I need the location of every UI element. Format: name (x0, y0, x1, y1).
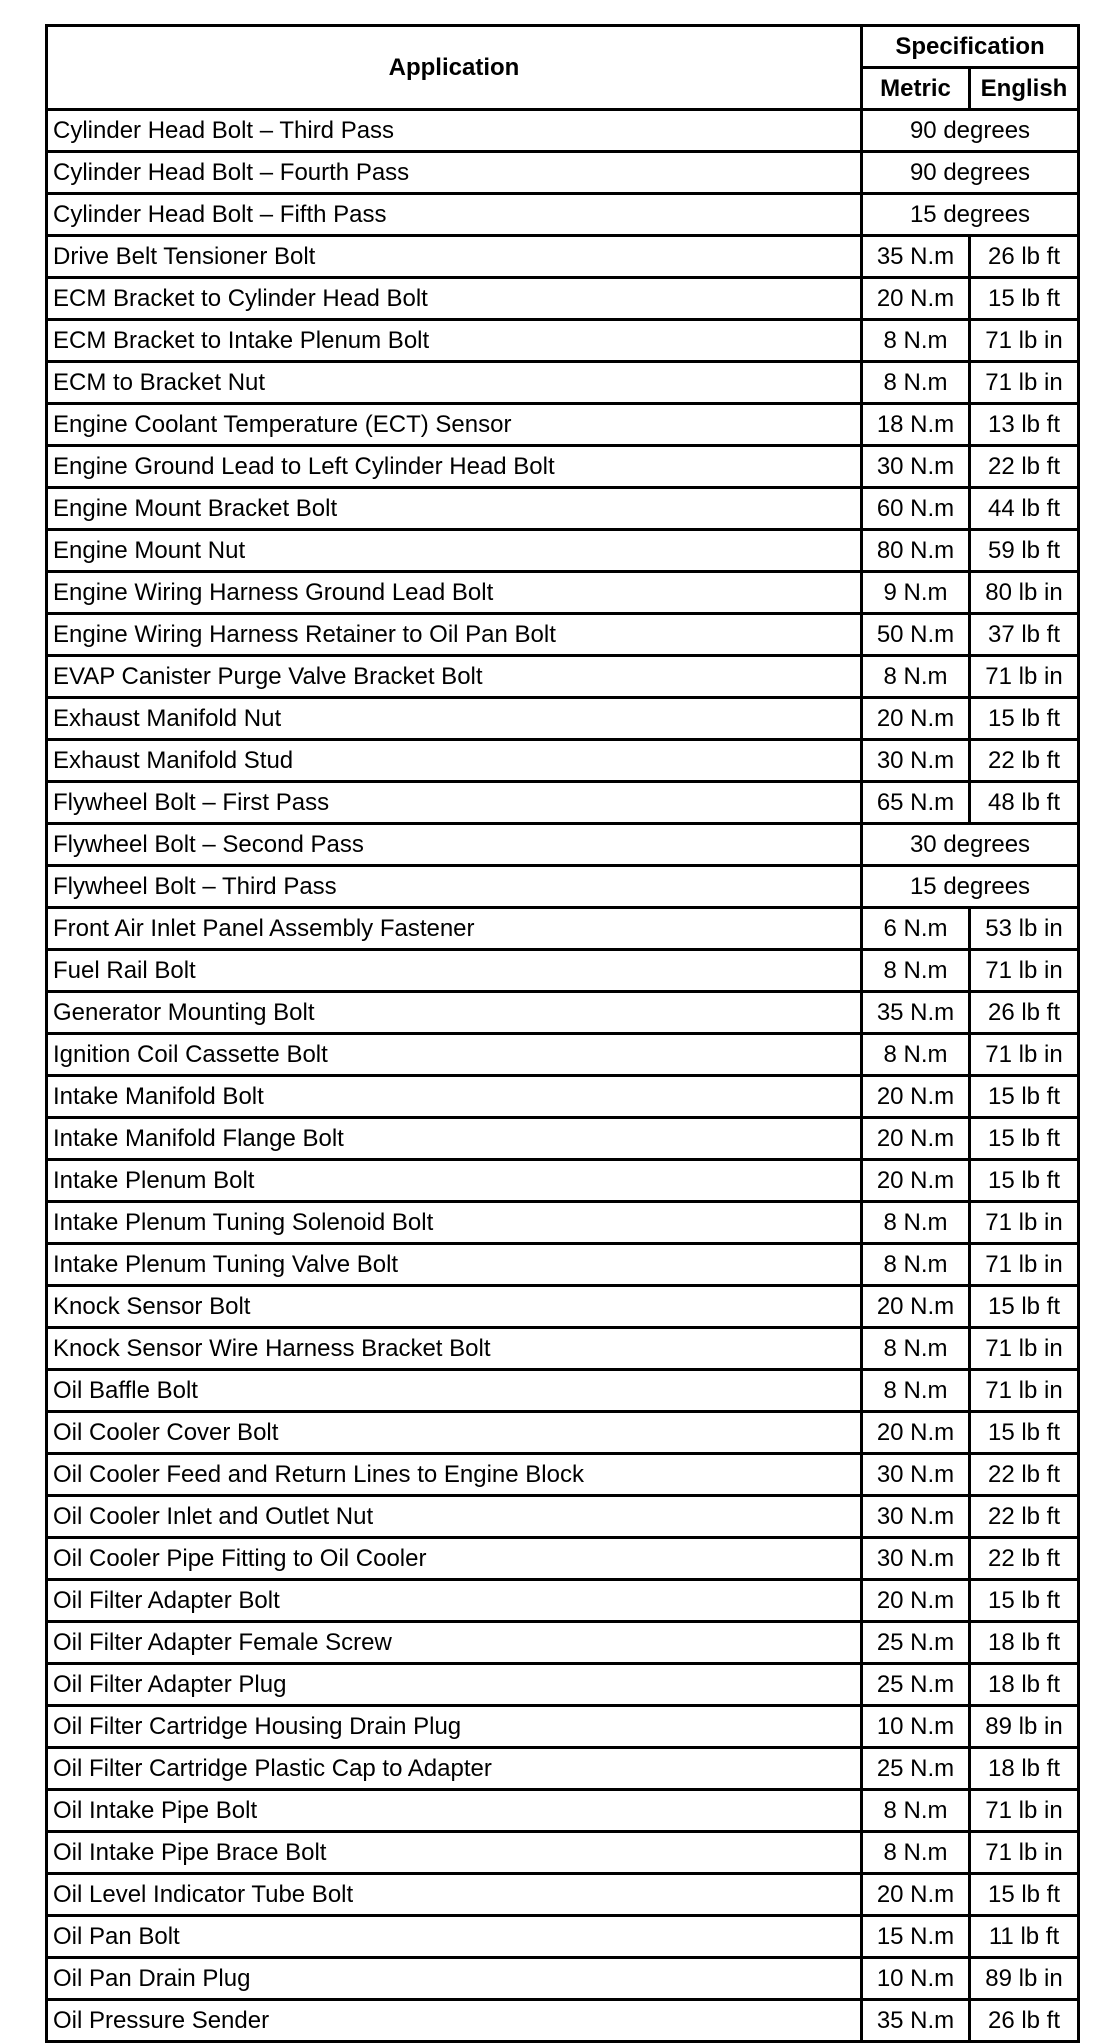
table-row (47, 1706, 1079, 1748)
metric-cell: 20 N.m (862, 1286, 970, 1328)
table-row (47, 1538, 1079, 1580)
english-cell: 71 lb in (970, 1790, 1079, 1832)
metric-cell: 6 N.m (862, 908, 970, 950)
table-row (47, 530, 1079, 572)
english-cell: 48 lb ft (970, 782, 1079, 824)
metric-cell: 8 N.m (862, 320, 970, 362)
column-header-specification: Specification (862, 26, 1079, 68)
metric-cell: 8 N.m (862, 1244, 970, 1286)
english-cell: 15 lb ft (970, 698, 1079, 740)
english-cell: 15 lb ft (970, 278, 1079, 320)
metric-cell: 20 N.m (862, 1118, 970, 1160)
application-cell: Engine Wiring Harness Ground Lead Bolt (47, 572, 862, 614)
metric-cell: 35 N.m (862, 236, 970, 278)
english-cell: 71 lb in (970, 362, 1079, 404)
table-row (47, 656, 1079, 698)
metric-cell: 20 N.m (862, 1412, 970, 1454)
table-row (47, 824, 1079, 866)
application-cell: Drive Belt Tensioner Bolt (47, 236, 862, 278)
english-cell: 71 lb in (970, 656, 1079, 698)
column-header-application: Application (47, 26, 862, 110)
table-row (47, 1244, 1079, 1286)
metric-cell: 9 N.m (862, 572, 970, 614)
table-row (47, 572, 1079, 614)
metric-cell: 20 N.m (862, 1076, 970, 1118)
metric-cell: 8 N.m (862, 1370, 970, 1412)
english-cell: 71 lb in (970, 1328, 1079, 1370)
table-row (47, 488, 1079, 530)
english-cell: 15 lb ft (970, 1160, 1079, 1202)
english-cell: 71 lb in (970, 1832, 1079, 1874)
application-cell: Engine Wiring Harness Retainer to Oil Pan Bolt (47, 614, 862, 656)
application-cell: Oil Pressure Sender (47, 2000, 862, 2042)
metric-cell: 18 N.m (862, 404, 970, 446)
table-header (47, 26, 1079, 110)
metric-cell: 8 N.m (862, 1790, 970, 1832)
english-cell: 89 lb in (970, 1958, 1079, 2000)
column-header-english: English (970, 68, 1079, 110)
application-cell: Oil Baffle Bolt (47, 1370, 862, 1412)
english-cell: 26 lb ft (970, 2000, 1079, 2042)
table-body (47, 110, 1079, 2042)
metric-cell: 35 N.m (862, 992, 970, 1034)
application-cell: Intake Plenum Tuning Solenoid Bolt (47, 1202, 862, 1244)
english-cell: 71 lb in (970, 1034, 1079, 1076)
english-cell: 71 lb in (970, 1202, 1079, 1244)
table-row (47, 1496, 1079, 1538)
metric-cell: 30 N.m (862, 446, 970, 488)
application-cell: Fuel Rail Bolt (47, 950, 862, 992)
application-cell: Intake Manifold Bolt (47, 1076, 862, 1118)
application-cell: Generator Mounting Bolt (47, 992, 862, 1034)
combined-spec-cell: 15 degrees (862, 194, 1079, 236)
application-cell: Exhaust Manifold Nut (47, 698, 862, 740)
table-row (47, 236, 1079, 278)
table-row (47, 1454, 1079, 1496)
metric-cell: 30 N.m (862, 1538, 970, 1580)
application-cell: Oil Pan Drain Plug (47, 1958, 862, 2000)
english-cell: 22 lb ft (970, 1538, 1079, 1580)
application-cell: Knock Sensor Bolt (47, 1286, 862, 1328)
english-cell: 71 lb in (970, 950, 1079, 992)
table-row (47, 782, 1079, 824)
application-cell: Oil Filter Adapter Plug (47, 1664, 862, 1706)
application-cell: ECM to Bracket Nut (47, 362, 862, 404)
english-cell: 26 lb ft (970, 992, 1079, 1034)
combined-spec-cell: 30 degrees (862, 824, 1079, 866)
table-row (47, 992, 1079, 1034)
table-row (47, 110, 1079, 152)
table-row (47, 1328, 1079, 1370)
metric-cell: 8 N.m (862, 1832, 970, 1874)
metric-cell: 30 N.m (862, 1496, 970, 1538)
metric-cell: 25 N.m (862, 1664, 970, 1706)
table-row (47, 614, 1079, 656)
english-cell: 37 lb ft (970, 614, 1079, 656)
metric-cell: 25 N.m (862, 1622, 970, 1664)
table-row (47, 866, 1079, 908)
english-cell: 71 lb in (970, 1370, 1079, 1412)
metric-cell: 30 N.m (862, 740, 970, 782)
english-cell: 15 lb ft (970, 1118, 1079, 1160)
metric-cell: 10 N.m (862, 1958, 970, 2000)
english-cell: 22 lb ft (970, 446, 1079, 488)
english-cell: 71 lb in (970, 320, 1079, 362)
english-cell: 18 lb ft (970, 1622, 1079, 1664)
table-row (47, 1076, 1079, 1118)
table-row (47, 1412, 1079, 1454)
application-cell: Oil Intake Pipe Bolt (47, 1790, 862, 1832)
english-cell: 80 lb in (970, 572, 1079, 614)
application-cell: Flywheel Bolt – First Pass (47, 782, 862, 824)
table-row (47, 1202, 1079, 1244)
application-cell: Cylinder Head Bolt – Third Pass (47, 110, 862, 152)
application-cell: Ignition Coil Cassette Bolt (47, 1034, 862, 1076)
torque-spec-table (45, 24, 1080, 2043)
english-cell: 15 lb ft (970, 1580, 1079, 1622)
table-row (47, 1748, 1079, 1790)
metric-cell: 8 N.m (862, 362, 970, 404)
application-cell: Intake Plenum Bolt (47, 1160, 862, 1202)
english-cell: 59 lb ft (970, 530, 1079, 572)
application-cell: Engine Mount Bracket Bolt (47, 488, 862, 530)
english-cell: 15 lb ft (970, 1874, 1079, 1916)
application-cell: EVAP Canister Purge Valve Bracket Bolt (47, 656, 862, 698)
table-row (47, 446, 1079, 488)
combined-spec-cell: 90 degrees (862, 110, 1079, 152)
metric-cell: 35 N.m (862, 2000, 970, 2042)
application-cell: Cylinder Head Bolt – Fifth Pass (47, 194, 862, 236)
application-cell: Oil Intake Pipe Brace Bolt (47, 1832, 862, 1874)
metric-cell: 65 N.m (862, 782, 970, 824)
application-cell: ECM Bracket to Intake Plenum Bolt (47, 320, 862, 362)
table-row (47, 320, 1079, 362)
metric-cell: 10 N.m (862, 1706, 970, 1748)
application-cell: Exhaust Manifold Stud (47, 740, 862, 782)
application-cell: Oil Cooler Cover Bolt (47, 1412, 862, 1454)
metric-cell: 20 N.m (862, 698, 970, 740)
table-row (47, 1622, 1079, 1664)
application-cell: Oil Level Indicator Tube Bolt (47, 1874, 862, 1916)
metric-cell: 25 N.m (862, 1748, 970, 1790)
metric-cell: 20 N.m (862, 278, 970, 320)
table-row (47, 1286, 1079, 1328)
metric-cell: 8 N.m (862, 1034, 970, 1076)
combined-spec-cell: 90 degrees (862, 152, 1079, 194)
application-cell: ECM Bracket to Cylinder Head Bolt (47, 278, 862, 320)
metric-cell: 20 N.m (862, 1874, 970, 1916)
table-row (47, 1958, 1079, 2000)
table-row (47, 152, 1079, 194)
english-cell: 15 lb ft (970, 1286, 1079, 1328)
application-cell: Front Air Inlet Panel Assembly Fastener (47, 908, 862, 950)
metric-cell: 30 N.m (862, 1454, 970, 1496)
application-cell: Knock Sensor Wire Harness Bracket Bolt (47, 1328, 862, 1370)
metric-cell: 8 N.m (862, 1328, 970, 1370)
application-cell: Oil Filter Adapter Female Screw (47, 1622, 862, 1664)
english-cell: 22 lb ft (970, 740, 1079, 782)
table-row (47, 1580, 1079, 1622)
application-cell: Flywheel Bolt – Second Pass (47, 824, 862, 866)
metric-cell: 20 N.m (862, 1160, 970, 1202)
metric-cell: 8 N.m (862, 656, 970, 698)
metric-cell: 8 N.m (862, 1202, 970, 1244)
application-cell: Oil Filter Adapter Bolt (47, 1580, 862, 1622)
application-cell: Engine Coolant Temperature (ECT) Sensor (47, 404, 862, 446)
table-row (47, 1664, 1079, 1706)
table-row (47, 278, 1079, 320)
english-cell: 18 lb ft (970, 1748, 1079, 1790)
application-cell: Oil Filter Cartridge Housing Drain Plug (47, 1706, 862, 1748)
application-cell: Oil Cooler Pipe Fitting to Oil Cooler (47, 1538, 862, 1580)
application-cell: Intake Manifold Flange Bolt (47, 1118, 862, 1160)
table-row (47, 740, 1079, 782)
table-row (47, 2000, 1079, 2042)
metric-cell: 15 N.m (862, 1916, 970, 1958)
table-row (47, 194, 1079, 236)
application-cell: Engine Ground Lead to Left Cylinder Head Bolt (47, 446, 862, 488)
table-row (47, 698, 1079, 740)
english-cell: 13 lb ft (970, 404, 1079, 446)
table-row (47, 1916, 1079, 1958)
application-cell: Oil Filter Cartridge Plastic Cap to Adapter (47, 1748, 862, 1790)
table-row (47, 404, 1079, 446)
metric-cell: 8 N.m (862, 950, 970, 992)
column-header-metric: Metric (862, 68, 970, 110)
application-cell: Intake Plenum Tuning Valve Bolt (47, 1244, 862, 1286)
application-cell: Oil Cooler Inlet and Outlet Nut (47, 1496, 862, 1538)
english-cell: 22 lb ft (970, 1454, 1079, 1496)
metric-cell: 50 N.m (862, 614, 970, 656)
table-row (47, 950, 1079, 992)
table-row (47, 1832, 1079, 1874)
application-cell: Flywheel Bolt – Third Pass (47, 866, 862, 908)
english-cell: 18 lb ft (970, 1664, 1079, 1706)
combined-spec-cell: 15 degrees (862, 866, 1079, 908)
table-row (47, 1034, 1079, 1076)
metric-cell: 60 N.m (862, 488, 970, 530)
table-row (47, 1118, 1079, 1160)
table-row (47, 1370, 1079, 1412)
metric-cell: 80 N.m (862, 530, 970, 572)
english-cell: 15 lb ft (970, 1412, 1079, 1454)
table-row (47, 362, 1079, 404)
english-cell: 11 lb ft (970, 1916, 1079, 1958)
application-cell: Oil Cooler Feed and Return Lines to Engine Block (47, 1454, 862, 1496)
english-cell: 71 lb in (970, 1244, 1079, 1286)
english-cell: 22 lb ft (970, 1496, 1079, 1538)
metric-cell: 20 N.m (862, 1580, 970, 1622)
application-cell: Engine Mount Nut (47, 530, 862, 572)
english-cell: 44 lb ft (970, 488, 1079, 530)
application-cell: Cylinder Head Bolt – Fourth Pass (47, 152, 862, 194)
english-cell: 53 lb in (970, 908, 1079, 950)
english-cell: 15 lb ft (970, 1076, 1079, 1118)
table-row (47, 1160, 1079, 1202)
table-row (47, 908, 1079, 950)
table-row (47, 1874, 1079, 1916)
english-cell: 26 lb ft (970, 236, 1079, 278)
english-cell: 89 lb in (970, 1706, 1079, 1748)
application-cell: Oil Pan Bolt (47, 1916, 862, 1958)
table-row (47, 1790, 1079, 1832)
